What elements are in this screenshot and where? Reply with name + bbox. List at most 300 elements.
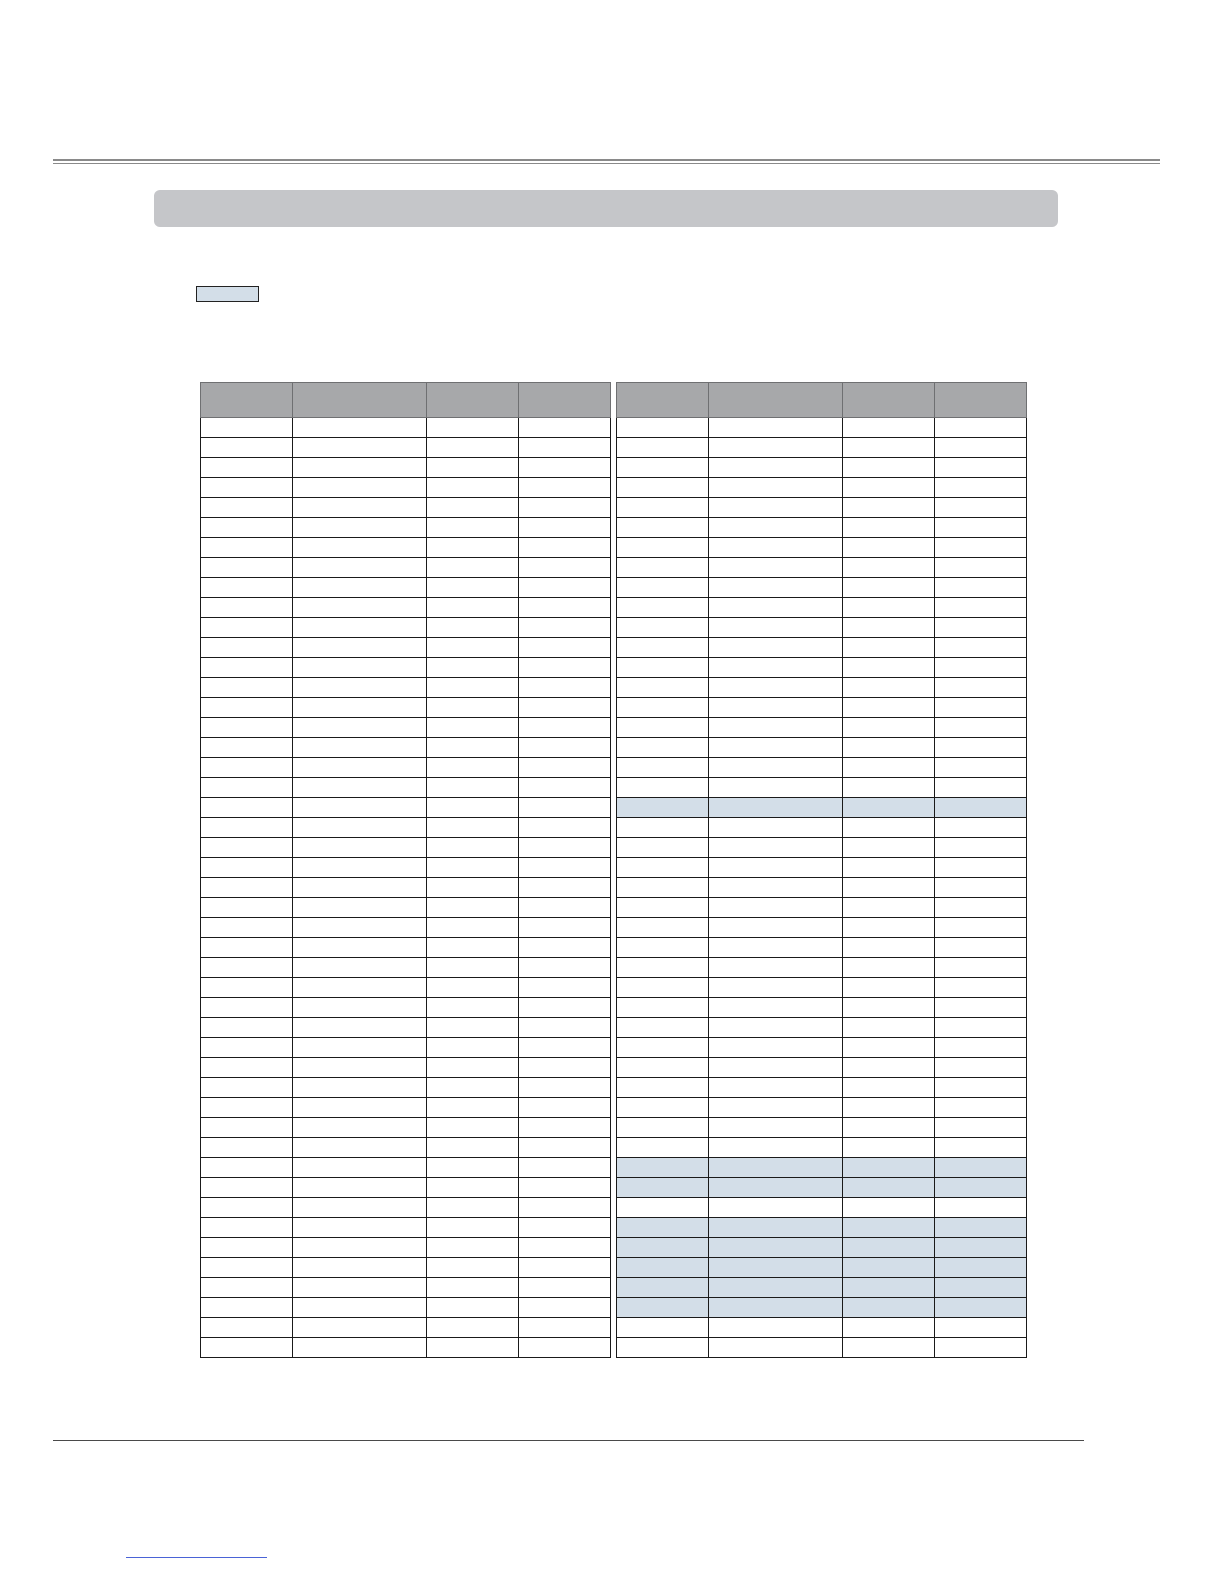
left-table-cell [427,858,519,878]
right-table-cell [843,838,935,858]
left-table-cell [519,1058,611,1078]
left-table-cell [201,418,293,438]
right-table-cell [843,498,935,518]
left-table-cell [293,978,427,998]
right-table-cell [709,798,843,818]
right-table-cell [935,678,1027,698]
left-table-cell [293,1158,427,1178]
right-table-cell [935,738,1027,758]
left-table-cell [201,438,293,458]
right-table-cell [709,618,843,638]
right-table-cell [617,458,709,478]
right-table-cell [709,1338,843,1358]
left-table-col-2-header [293,383,427,418]
right-table-cell [935,778,1027,798]
left-table-cell [293,998,427,1018]
left-table-header-row [201,383,611,418]
left-table-cell [519,958,611,978]
left-table-cell [427,1198,519,1218]
left-table-cell [293,858,427,878]
right-table-row [617,778,1027,798]
right-table-cell [709,1038,843,1058]
right-table-cell [843,618,935,638]
left-table-row [201,498,611,518]
left-table-cell [293,798,427,818]
right-table-cell [617,438,709,458]
left-table-cell [519,938,611,958]
left-table-row [201,918,611,938]
right-table-cell [709,1198,843,1218]
left-table-cell [201,718,293,738]
right-table-cell [935,1298,1027,1318]
right-table-cell [617,698,709,718]
left-table-cell [293,578,427,598]
left-table-cell [201,778,293,798]
right-table-cell [617,778,709,798]
left-table-cell [201,878,293,898]
left-table-cell [293,1058,427,1078]
left-table-cell [293,638,427,658]
right-table-cell [843,1018,935,1038]
left-table-row [201,1338,611,1358]
right-table-cell [617,618,709,638]
footer-link[interactable] [126,1557,267,1558]
right-table-row [617,1138,1027,1158]
left-table-cell [427,718,519,738]
left-table-cell [427,598,519,618]
left-table-row [201,1298,611,1318]
right-table-cell [843,458,935,478]
left-table-row [201,1178,611,1198]
left-table-row [201,878,611,898]
right-table-cell [709,878,843,898]
left-table-row [201,478,611,498]
right-table-cell [843,678,935,698]
right-table-cell [709,1318,843,1338]
left-table-cell [201,1218,293,1238]
right-table-col-1-header [617,383,709,418]
right-table-cell [843,1318,935,1338]
right-table-row [617,1338,1027,1358]
right-table-cell [617,518,709,538]
left-table-cell [427,518,519,538]
right-table-cell [843,418,935,438]
left-table-cell [519,1038,611,1058]
left-table-row [201,1098,611,1118]
left-table-cell [293,1198,427,1218]
left-table-cell [201,1178,293,1198]
right-table-cell [709,598,843,618]
right-table-cell [709,978,843,998]
left-table-cell [519,1178,611,1198]
left-table-cell [427,1158,519,1178]
right-table-cell [617,1078,709,1098]
right-table-cell [843,998,935,1018]
left-table-cell [519,1078,611,1098]
right-table-cell [709,558,843,578]
right-table-row [617,898,1027,918]
right-table-cell [935,918,1027,938]
left-table-cell [427,878,519,898]
right-table-cell [935,1078,1027,1098]
right-table-cell [843,1338,935,1358]
left-table-cell [519,458,611,478]
right-table-row [617,1238,1027,1258]
right-table-cell [843,738,935,758]
left-table-cell [519,1278,611,1298]
right-table-row [617,1018,1027,1038]
right-table-cell [709,1238,843,1258]
right-table-cell [935,598,1027,618]
left-table-cell [427,918,519,938]
left-table-row [201,658,611,678]
left-table-cell [519,898,611,918]
left-table-cell [293,478,427,498]
right-table-row [617,1058,1027,1078]
left-table-cell [293,698,427,718]
right-table-cell [843,1198,935,1218]
right-table-cell [843,1298,935,1318]
right-table-cell [843,718,935,738]
left-table-row [201,798,611,818]
left-table-row [201,1058,611,1078]
left-table-cell [427,698,519,718]
left-table-cell [201,798,293,818]
left-table-cell [519,878,611,898]
right-table-cell [709,1278,843,1298]
right-table-row [617,598,1027,618]
right-table-cell [843,878,935,898]
left-table-row [201,598,611,618]
left-table-cell [201,478,293,498]
left-table-cell [427,798,519,818]
right-table-cell [935,958,1027,978]
right-table-row [617,1318,1027,1338]
right-table-cell [617,798,709,818]
right-table-cell [617,818,709,838]
left-table-cell [519,618,611,638]
left-table-cell [201,838,293,858]
right-table-cell [935,658,1027,678]
right-table-cell [617,418,709,438]
right-table-cell [709,438,843,458]
right-table-cell [709,1138,843,1158]
right-table-cell [617,1278,709,1298]
right-table-cell [935,618,1027,638]
right-table-cell [843,938,935,958]
right-table-cell [935,438,1027,458]
right-table-cell [843,658,935,678]
right-table-cell [935,938,1027,958]
left-table-cell [293,938,427,958]
right-table-row [617,758,1027,778]
right-table-row [617,498,1027,518]
left-table-row [201,958,611,978]
left-table-cell [427,1118,519,1138]
right-table-cell [843,978,935,998]
left-table-cell [519,1118,611,1138]
left-table-cell [201,1138,293,1158]
left-table-cell [293,718,427,738]
left-table-cell [427,1318,519,1338]
right-table-body [617,418,1027,1358]
right-table-cell [843,1278,935,1298]
right-table-row [617,958,1027,978]
right-table-cell [843,1118,935,1138]
left-table-cell [293,1338,427,1358]
right-table-cell [617,1178,709,1198]
left-table-cell [427,538,519,558]
left-table-cell [201,1338,293,1358]
right-table-row [617,1198,1027,1218]
left-table-row [201,738,611,758]
left-data-table [200,382,611,1358]
right-table-cell [935,558,1027,578]
left-table-cell [293,438,427,458]
left-table-cell [201,1158,293,1178]
right-table-row [617,1078,1027,1098]
right-table-cell [935,1018,1027,1038]
right-table-cell [617,578,709,598]
left-table-cell [201,498,293,518]
left-table-cell [519,578,611,598]
right-table-row [617,838,1027,858]
left-table-cell [201,1078,293,1098]
left-table-cell [519,1018,611,1038]
left-table-cell [427,1098,519,1118]
left-table-cell [427,1338,519,1358]
right-table-cell [709,538,843,558]
left-table-cell [293,1278,427,1298]
right-table-cell [709,1218,843,1238]
right-table-cell [617,958,709,978]
right-table-row [617,798,1027,818]
right-table-cell [617,918,709,938]
left-table-cell [293,918,427,938]
left-table-col-4-header [519,383,611,418]
right-table-cell [617,1238,709,1258]
right-table-cell [617,1018,709,1038]
left-table-cell [201,1118,293,1138]
left-table-cell [201,458,293,478]
right-table-cell [843,518,935,538]
left-table-cell [519,1158,611,1178]
left-table-cell [293,1238,427,1258]
right-table-cell [709,958,843,978]
left-table-cell [293,658,427,678]
left-table-row [201,1158,611,1178]
right-table-cell [709,1158,843,1178]
right-table-cell [843,858,935,878]
left-table-row [201,578,611,598]
right-table-cell [617,1038,709,1058]
left-table-row [201,418,611,438]
left-table-cell [519,1238,611,1258]
left-table-cell [427,838,519,858]
right-table-cell [935,518,1027,538]
left-table-cell [519,718,611,738]
left-table-cell [201,1298,293,1318]
left-table-row [201,1258,611,1278]
left-table-cell [427,778,519,798]
right-table-cell [617,658,709,678]
left-table-cell [519,838,611,858]
right-table-cell [617,898,709,918]
right-table-cell [935,978,1027,998]
left-table-cell [293,958,427,978]
right-table-row [617,878,1027,898]
left-table-row [201,558,611,578]
right-table-cell [843,778,935,798]
right-table-cell [843,1178,935,1198]
right-table-cell [843,1058,935,1078]
right-table-cell [843,438,935,458]
left-table-cell [201,938,293,958]
header-rule-thin [53,163,1160,164]
left-table-cell [293,598,427,618]
right-table-row [617,978,1027,998]
right-table-cell [935,798,1027,818]
right-table-cell [935,1098,1027,1118]
left-table-row [201,998,611,1018]
right-table-row [617,938,1027,958]
left-table-cell [427,958,519,978]
right-table-cell [843,638,935,658]
right-table-cell [709,518,843,538]
right-table-cell [935,1258,1027,1278]
right-table-cell [843,758,935,778]
right-table-row [617,1278,1027,1298]
left-table-row [201,678,611,698]
left-table-cell [293,1038,427,1058]
right-table-row [617,998,1027,1018]
left-table-col-1-header [201,383,293,418]
left-table-cell [201,538,293,558]
left-table-cell [519,598,611,618]
left-table-cell [293,618,427,638]
left-table-cell [293,458,427,478]
right-table-row [617,618,1027,638]
left-table-row [201,438,611,458]
right-table-cell [709,418,843,438]
left-table-cell [519,698,611,718]
right-table-cell [709,678,843,698]
right-table-cell [843,558,935,578]
left-table-cell [201,758,293,778]
right-table-cell [617,1118,709,1138]
right-table-cell [935,1238,1027,1258]
right-table-cell [617,498,709,518]
right-table-cell [843,538,935,558]
right-table-cell [617,758,709,778]
right-table-col-4-header [935,383,1027,418]
right-table-cell [617,558,709,578]
right-table-cell [935,1338,1027,1358]
right-table-cell [709,938,843,958]
left-table-cell [519,1098,611,1118]
left-table-cell [519,778,611,798]
right-table-cell [935,1038,1027,1058]
left-table-cell [427,1258,519,1278]
right-table-cell [617,998,709,1018]
right-table-cell [709,638,843,658]
legend-swatch [196,286,259,302]
right-table-cell [843,958,935,978]
right-table-cell [709,498,843,518]
right-table-row [617,858,1027,878]
right-table-cell [617,738,709,758]
right-table-row [617,558,1027,578]
right-table-cell [935,1118,1027,1138]
left-table-cell [293,418,427,438]
left-table-cell [427,938,519,958]
right-table-cell [843,1098,935,1118]
left-table-row [201,898,611,918]
right-table-cell [709,738,843,758]
left-table-cell [201,998,293,1018]
left-table-cell [427,1298,519,1318]
left-table-cell [293,1118,427,1138]
left-table-row [201,1118,611,1138]
left-table-cell [427,978,519,998]
left-table-cell [519,918,611,938]
right-table-row [617,918,1027,938]
right-table-cell [935,1218,1027,1238]
left-table-cell [427,638,519,658]
left-table-cell [427,1058,519,1078]
right-data-table [616,382,1027,1358]
right-table-row [617,1298,1027,1318]
right-table-row [617,1218,1027,1238]
right-table-cell [617,1318,709,1338]
right-table-cell [617,1298,709,1318]
right-table-cell [935,878,1027,898]
left-table-cell [519,1318,611,1338]
right-table-cell [843,1218,935,1238]
left-table-row [201,978,611,998]
right-table-row [617,1178,1027,1198]
left-table-cell [519,558,611,578]
right-table-cell [843,578,935,598]
left-table-cell [427,1278,519,1298]
left-table-cell [293,1298,427,1318]
left-table-row [201,718,611,738]
left-table-cell [293,758,427,778]
right-table-cell [709,478,843,498]
left-table-cell [201,978,293,998]
left-table-cell [201,1018,293,1038]
left-table-cell [293,678,427,698]
left-table-cell [519,858,611,878]
right-table-col-3-header [843,383,935,418]
left-table-cell [201,958,293,978]
left-table-cell [427,998,519,1018]
right-table-cell [843,478,935,498]
right-table-col-2-header [709,383,843,418]
left-table-row [201,838,611,858]
left-table-row [201,938,611,958]
left-table-cell [293,818,427,838]
right-table-cell [709,1098,843,1118]
left-table-cell [427,1038,519,1058]
right-table-cell [935,998,1027,1018]
left-table-row [201,538,611,558]
left-table-row [201,1218,611,1238]
right-table-row [617,638,1027,658]
right-table-cell [843,918,935,938]
right-table-cell [935,1318,1027,1338]
left-table-col-3-header [427,383,519,418]
